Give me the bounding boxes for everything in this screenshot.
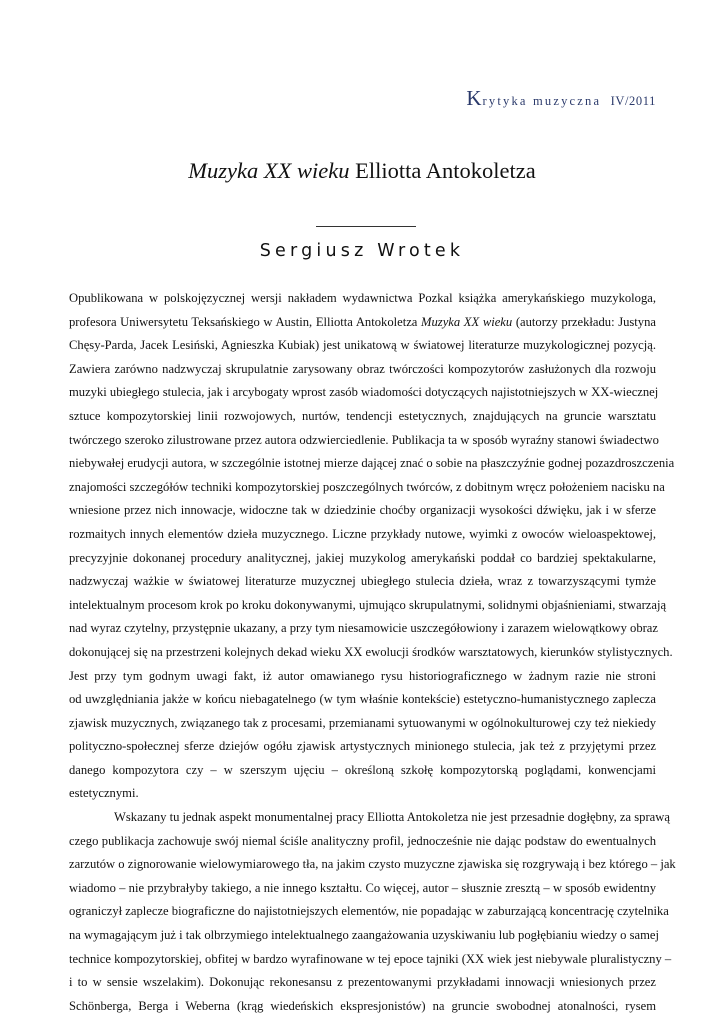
body-line bbox=[69, 334, 656, 358]
body-line bbox=[69, 594, 667, 618]
title-divider bbox=[316, 226, 416, 227]
body-text-segment: zjawisk muzycznych, związanego tak z procesami, przemianami sytuowanymi w ogólnokulturowej czy też niekiedy bbox=[69, 715, 656, 730]
body-text-segment: danego kompozytora czy – w szerszym ujęciu – określoną szkołę kompozytorską poglądami, konwencjami bbox=[69, 762, 656, 777]
italic-book-title: Muzyka XX wieku bbox=[421, 314, 513, 329]
body-text-segment: i to w sensie wszelakim). Dokonując rekonesansu z prezentowanymi przykładami innowacji wniesionych przez bbox=[69, 975, 656, 990]
body-text-segment: dokonującej się na przestrzeni kolejnych dekad wieku XX ewolucji środków warsztatowych, kierunków stylistycznych. bbox=[69, 644, 673, 659]
body-line bbox=[69, 617, 656, 641]
body-line bbox=[69, 311, 656, 335]
body-line bbox=[69, 405, 656, 429]
body-line bbox=[69, 452, 675, 476]
body-line bbox=[69, 287, 656, 311]
body-text-segment: niebywałej erudycji autora, w szczególnie istotnej mierze dającej znać o sobie na płaszczyźnie godnej pozazdroszczenia bbox=[69, 456, 675, 471]
body-line bbox=[69, 641, 673, 665]
journal-issue: IV/2011 bbox=[610, 94, 656, 108]
body-line bbox=[69, 924, 659, 948]
body-line bbox=[69, 570, 656, 594]
body-line bbox=[69, 712, 656, 736]
body-text-segment: (autorzy przekładu: Justyna bbox=[512, 314, 656, 329]
body-line bbox=[69, 971, 656, 995]
body-line bbox=[69, 782, 656, 806]
body-line bbox=[69, 877, 656, 901]
body-text-segment: polityczno-społecznej sferze dziejów ogółu zjawisk artystycznych minionego stulecia, jak też z przyjętymi przez bbox=[69, 739, 656, 754]
body-line bbox=[69, 429, 659, 453]
article-title bbox=[0, 158, 724, 184]
body-line bbox=[69, 358, 656, 382]
journal-running-head bbox=[466, 86, 656, 111]
body-text-segment: Schönberga, Berga i Weberna (krąg wiedeńskich ekspresjonistów) na gruncie swobodnej atonalności, rysem bbox=[69, 998, 656, 1013]
body-text-segment: rozmaitych innych elementów dzieła muzycznego. Liczne przykłady nutowe, wyimki z owoców wieloaspektowej, bbox=[69, 526, 656, 541]
body-text-segment: estetycznymi. bbox=[69, 786, 139, 801]
body-line bbox=[69, 759, 656, 783]
journal-initial: K bbox=[466, 86, 483, 110]
body-line bbox=[69, 381, 659, 405]
body-line bbox=[69, 900, 669, 924]
body-text-segment: Jest przy tym godnym uwagi fakt, iż autor omawianego rysu historiograficznego w żadnym razie nie stroni bbox=[69, 668, 656, 683]
body-line bbox=[69, 688, 656, 712]
body-text-segment: profesora Uniwersytetu Teksańskiego w Austin, Elliotta Antokoletza bbox=[69, 314, 422, 329]
body-text-segment: zarzutów o zignorowanie wielowymiarowego tła, na jakim czysto muzyczne zjawiska się rozgrywają i bez którego – jak bbox=[69, 857, 676, 872]
body-text-segment: wiadomo – nie przybrałyby takiego, a nie innego kształtu. Co więcej, autor – słusznie zresztą – w sposób ewidentny bbox=[69, 880, 656, 895]
body-line bbox=[69, 806, 670, 830]
body-line bbox=[69, 948, 672, 972]
article-title-rest: Elliotta Antokoletza bbox=[349, 158, 536, 183]
article-author: Sergiusz Wrotek bbox=[259, 241, 465, 261]
body-text-segment: Chęsy-Parda, Jacek Lesiński, Agnieszka Kubiak) jest unikatową w światowej literaturze muzykologicznej pozycją. bbox=[69, 338, 656, 353]
body-text-segment: znajomości szczegółów techniki kompozytorskiej poszczególnych twórców, z dobitnym wręcz położeniem nacisku na bbox=[69, 479, 665, 494]
body-text-segment: muzyki ubiegłego stulecia, jak i arcybogaty wprost zasób wiadomości dotyczących najistotniejszych w XX-wiecznej bbox=[69, 385, 659, 400]
article-body bbox=[69, 287, 676, 1018]
body-text-segment: nadzwyczaj ważkie w światowej literaturze muzycznej ubiegłego stulecia dzieła, wraz z towarzyszącymi tymże bbox=[69, 574, 656, 589]
body-text-segment: od uwzględniania jakże w końcu niebagatelnego (w tym właśnie kontekście) estetyczno-humanistycznego zaplecza bbox=[69, 692, 656, 707]
body-text-segment: technice kompozytorskiej, obfitej w bardzo wyrafinowane w tej epoce tajniki (XX wiek jest niebywale pluralistyczny – bbox=[69, 951, 672, 966]
body-line bbox=[69, 499, 656, 523]
body-text-segment: Wskazany tu jednak aspekt monumentalnej pracy Elliotta Antokoletza nie jest przesadnie dogłębny, za sprawą bbox=[114, 810, 670, 825]
body-text-segment: wniesione przez nich innowacje, widoczne tak w dziedzinie choćby organizacji wysokości dźwięku, jak i w sferze bbox=[69, 503, 656, 518]
body-text-segment: precyzyjnie dokonanej procedury analitycznej, jakiej muzykolog amerykański poddał co bardziej spektakularne, bbox=[69, 550, 656, 565]
body-text-segment: intelektualnym procesom krok po kroku dokonywanymi, ujmująco skrupulatnymi, solidnymi objaśnieniami, stwarzają bbox=[69, 597, 667, 612]
article-title-italic: Muzyka XX wieku bbox=[188, 158, 350, 183]
body-text-segment: Opublikowana w polskojęzycznej wersji nakładem wydawnictwa Pozkal książka amerykańskiego muzykologa, bbox=[69, 291, 656, 305]
body-line bbox=[69, 735, 656, 759]
body-text-segment: twórczego szeroko zilustrowane przez autora odzwierciedlenie. Publikacja ta w sposób wyraźny stanowi świadectwo bbox=[69, 432, 659, 447]
journal-title: rytyka muzyczna bbox=[482, 94, 602, 108]
body-line bbox=[69, 523, 656, 547]
body-text-segment: czego publikacja zachowuje swój niemal ściśle analityczny profil, jednocześnie nie dając podstaw do ewentualnych bbox=[69, 833, 656, 848]
body-line bbox=[69, 476, 665, 500]
body-line bbox=[69, 995, 656, 1019]
body-line bbox=[69, 830, 656, 854]
body-line bbox=[69, 665, 656, 689]
body-line bbox=[69, 547, 656, 571]
body-text-segment: na wymagającym już i tak olbrzymiego intelektualnego zaangażowania uzyskiwaniu lub pogłębianiu wiedzy o samej bbox=[69, 928, 659, 943]
body-text-segment: nad wyraz czytelny, przystępnie ukazany, a przy tym niesamowicie uszczegółowiony i zarazem wielowątkowy obraz bbox=[69, 621, 658, 636]
body-text-segment: ograniczył zaplecze biograficzne do najistotniejszych elementów, nie popadając w zaburzającą koncentrację czytelnika bbox=[69, 904, 669, 919]
body-line bbox=[69, 853, 676, 877]
body-text-segment: Zawiera zarówno nadzwyczaj skrupulatnie zarysowany obraz twórczości kompozytorów zasłużonych dla rozwoju bbox=[69, 361, 656, 376]
body-text-segment: sztuce kompozytorskiej linii rozwojowych, nurtów, tendencji estetycznych, znajdujących na gruncie warsztatu bbox=[69, 408, 656, 423]
